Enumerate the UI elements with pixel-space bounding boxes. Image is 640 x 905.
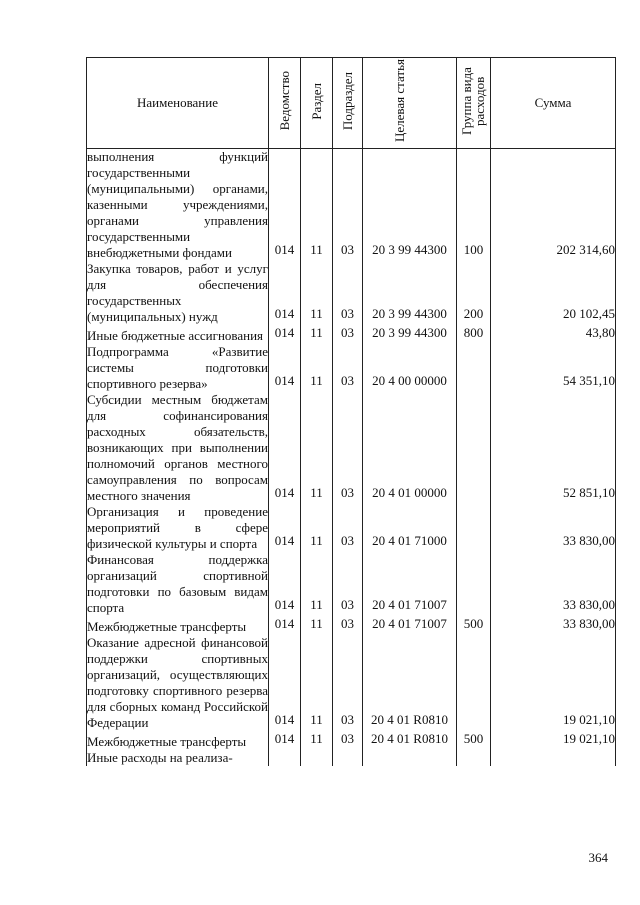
header-ved [269,58,301,149]
row-celevaya [363,261,457,325]
row-celevaya [363,552,457,616]
table-row [87,616,616,635]
row-celevaya [363,750,457,766]
row-ved [269,392,301,504]
row-gruppa-value: 800 [463,325,484,340]
row-gruppa [457,731,491,750]
row-razdel [301,731,333,750]
row-name: выполнения функций государственными (муниципальными) органами, казенными учреждениями, органами управления государственными внебюджетными фондами [87,149,268,260]
row-celevaya [363,149,457,262]
row-ved [269,504,301,552]
row-podrazdel-value: 03 [341,533,354,548]
row-razdel [301,635,333,731]
row-ved [269,149,301,262]
row-gruppa [457,750,491,766]
row-razdel [301,325,333,344]
header-razdel [301,58,333,149]
header-summa-label: Сумма [534,95,572,110]
row-razdel-value: 11 [310,533,323,548]
header-razdel-label: Раздел [309,82,324,120]
row-celevaya-value: 20 4 01 71000 [372,533,447,548]
row-razdel-value: 11 [310,712,323,727]
row-podrazdel-value: 03 [341,306,354,321]
row-podrazdel-value [333,763,362,766]
row-celevaya-value: 20 4 01 R0810 [371,712,448,727]
row-podrazdel [333,552,363,616]
row-celevaya-value: 20 4 01 71007 [372,616,447,631]
row-razdel [301,750,333,766]
row-podrazdel [333,344,363,392]
table-row [87,731,616,750]
row-name: Иные бюджетные ассигнования [87,325,269,344]
row-summa [491,261,616,325]
row-ved-value: 014 [274,373,295,388]
row-name: Оказание адресной финансовой поддержки спортивных организаций, осуществляющих подготовку спортивного резерва для сборных команд Российской Федерации [87,635,268,730]
row-gruppa [457,344,491,392]
row-podrazdel-value: 03 [341,712,354,727]
row-razdel-value: 11 [310,597,323,612]
row-gruppa-value: 100 [463,242,484,257]
table-row [87,392,616,504]
row-summa-value: 19 021,10 [563,712,615,727]
row-razdel-value: 11 [310,306,323,321]
row-razdel-value: 11 [310,731,323,746]
table-row [87,261,616,325]
row-celevaya [363,635,457,731]
row-razdel [301,504,333,552]
row-gruppa-value: 500 [463,616,484,631]
row-podrazdel-value: 03 [341,325,354,340]
row-razdel-value: 11 [310,325,323,340]
row-name: Организация и проведение мероприятий в сфере физической культуры и спорта [87,504,268,551]
row-summa [491,635,616,731]
row-summa-value: 54 351,10 [563,373,615,388]
row-name: Субсидии местным бюджетам для софинансирования расходных обязательств, возникающих при выполнении полномочий органов местного самоуправления по вопросам местного значения [87,392,268,503]
row-razdel [301,149,333,262]
row-gruppa-value [457,763,490,766]
row-summa [491,750,616,766]
row-gruppa [457,261,491,325]
row-ved [269,616,301,635]
row-ved-value: 014 [274,306,295,321]
row-razdel-value: 11 [310,242,323,257]
row-podrazdel [333,261,363,325]
header-gruppa [457,58,491,149]
row-podrazdel-value: 03 [341,242,354,257]
row-gruppa [457,504,491,552]
table-row [87,149,616,262]
row-celevaya-value: 20 3 99 44300 [372,242,447,257]
header-name [87,58,269,149]
row-name: Закупка товаров, работ и услуг для обеспечения государственных (муниципальных) нужд [87,261,268,324]
row-ved-value: 014 [274,325,295,340]
row-ved-value: 014 [274,242,295,257]
row-summa-value [491,763,615,766]
row-gruppa [457,149,491,262]
row-summa [491,731,616,750]
row-ved [269,344,301,392]
row-ved-value: 014 [274,485,295,500]
row-celevaya-value: 20 4 01 00000 [372,485,447,500]
row-gruppa [457,635,491,731]
row-ved [269,731,301,750]
row-celevaya [363,344,457,392]
row-celevaya [363,731,457,750]
row-razdel [301,392,333,504]
table-row [87,325,616,344]
row-celevaya [363,504,457,552]
header-name-label: Наименование [137,95,218,110]
row-razdel [301,261,333,325]
row-summa-value: 33 830,00 [563,597,615,612]
row-podrazdel [333,325,363,344]
row-razdel [301,552,333,616]
row-summa-value: 19 021,10 [563,731,615,746]
row-podrazdel-value: 03 [341,485,354,500]
row-razdel-value [301,763,332,766]
row-name: Иные расходы на реализа- [87,750,269,766]
row-gruppa-value: 200 [463,306,484,321]
row-celevaya-value [363,763,456,766]
header-celevaya [363,58,457,149]
row-summa [491,552,616,616]
row-celevaya-value: 20 4 00 00000 [372,373,447,388]
budget-table [86,57,616,766]
row-razdel-value: 11 [310,616,323,631]
row-ved-value: 014 [274,533,295,548]
row-celevaya [363,392,457,504]
row-podrazdel [333,750,363,766]
header-podrazdel [333,58,363,149]
row-razdel [301,344,333,392]
row-podrazdel-value: 03 [341,616,354,631]
row-celevaya [363,616,457,635]
row-podrazdel [333,504,363,552]
table-header [87,58,616,149]
table-row [87,504,616,552]
row-celevaya-value: 20 3 99 44300 [372,325,447,340]
row-podrazdel [333,616,363,635]
row-celevaya [363,325,457,344]
header-podrazdel-label: Подраздел [340,71,355,131]
row-ved-value: 014 [274,731,295,746]
row-summa [491,344,616,392]
row-gruppa [457,552,491,616]
row-ved [269,552,301,616]
row-ved-value [269,763,300,766]
row-ved [269,325,301,344]
header-ved-label: Ведомство [277,71,292,131]
row-ved-value: 014 [274,616,295,631]
row-summa [491,392,616,504]
row-gruppa [457,392,491,504]
table-row [87,750,616,766]
row-ved-value: 014 [274,712,295,727]
row-summa-value: 52 851,10 [563,485,615,500]
row-summa [491,504,616,552]
row-razdel-value: 11 [310,485,323,500]
row-gruppa [457,616,491,635]
row-podrazdel-value: 03 [341,373,354,388]
row-ved-value: 014 [274,597,295,612]
header-celevaya-label: Целевая статья [391,59,407,143]
row-summa-value: 43,80 [585,325,615,340]
row-podrazdel [333,731,363,750]
row-summa-value: 33 830,00 [563,533,615,548]
row-podrazdel-value: 03 [341,597,354,612]
row-gruppa [457,325,491,344]
row-celevaya-value: 20 3 99 44300 [372,306,447,321]
header-summa [491,58,616,149]
row-celevaya-value: 20 4 01 R0810 [371,731,448,746]
row-name: Межбюджетные трансферты [87,616,269,635]
table-body [87,149,616,767]
row-razdel [301,616,333,635]
row-podrazdel [333,635,363,731]
row-gruppa-value: 500 [463,731,484,746]
row-name: Межбюджетные трансферты [87,731,269,750]
table-row [87,552,616,616]
row-podrazdel [333,392,363,504]
row-summa [491,616,616,635]
row-summa-value: 33 830,00 [563,616,615,631]
page-number: 364 [588,850,608,865]
row-summa-value: 202 314,60 [556,242,615,257]
table-row [87,344,616,392]
row-name: Финансовая поддержка организаций спортивной подготовки по базовым видам спорта [87,552,268,615]
header-gruppa-label: Группа вида расходов [458,67,487,135]
row-podrazdel [333,149,363,262]
row-summa-value: 20 102,45 [563,306,615,321]
row-summa [491,325,616,344]
row-ved [269,261,301,325]
row-celevaya-value: 20 4 01 71007 [372,597,447,612]
row-ved [269,635,301,731]
row-ved [269,750,301,766]
row-name: Подпрограмма «Развитие системы подготовки спортивного резерва» [87,344,268,391]
table-row [87,635,616,731]
row-summa [491,149,616,262]
row-razdel-value: 11 [310,373,323,388]
row-podrazdel-value: 03 [341,731,354,746]
